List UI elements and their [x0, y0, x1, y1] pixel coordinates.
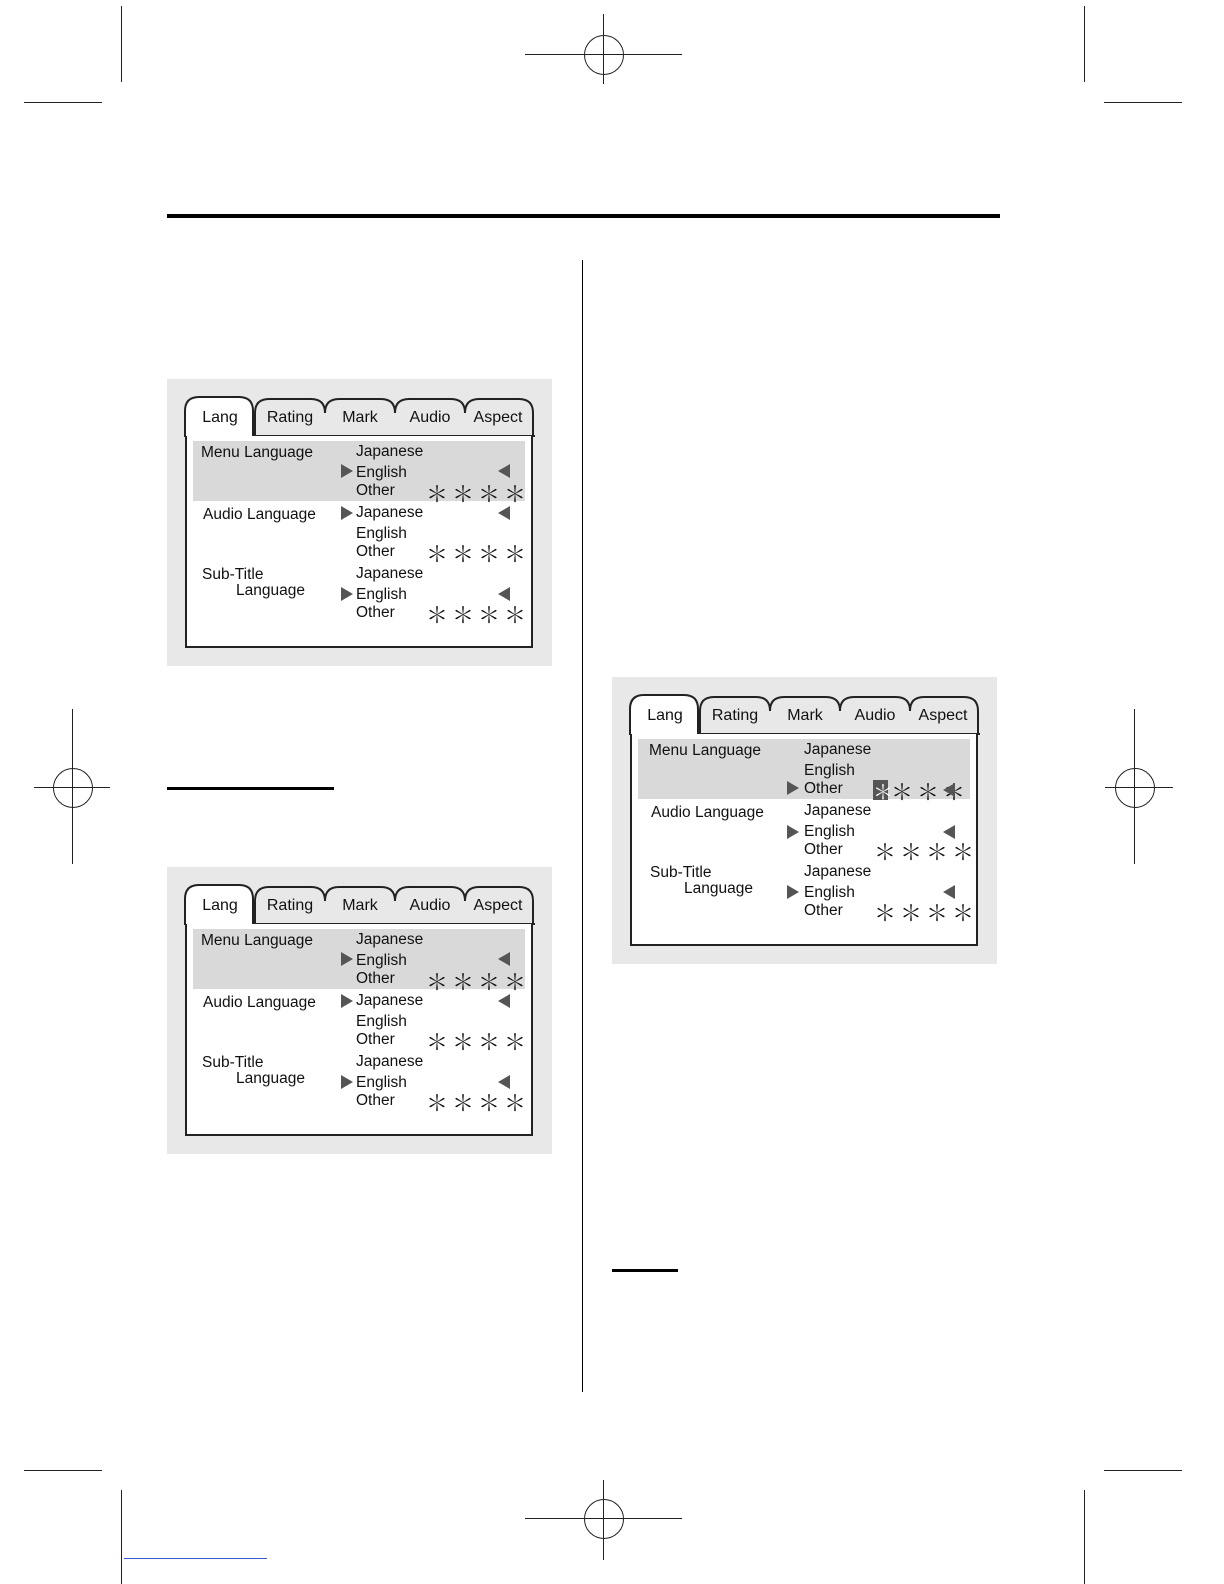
- language-code-placeholder: ＊＊＊＊: [874, 901, 979, 926]
- option-other[interactable]: Other: [804, 902, 843, 919]
- option-japanese[interactable]: Japanese: [804, 863, 872, 880]
- code-entry-cursor[interactable]: ＊: [873, 782, 893, 804]
- audio-language-label: Audio Language: [203, 994, 316, 1011]
- option-english[interactable]: English: [356, 525, 407, 542]
- section-rule: [167, 787, 334, 790]
- selection-arrow-left: [943, 885, 955, 899]
- selection-arrow-right: [787, 825, 799, 839]
- tab-rating[interactable]: Rating: [266, 409, 314, 426]
- menu-language-label: Menu Language: [201, 444, 314, 461]
- selection-arrow-left: [498, 994, 510, 1008]
- language-code-placeholder: ＊＊＊＊: [426, 1091, 531, 1116]
- selection-arrow-right: [341, 464, 353, 478]
- tab-rating[interactable]: Rating: [711, 707, 759, 724]
- selection-arrow-left: [498, 1075, 510, 1089]
- selection-arrow-right: [341, 587, 353, 601]
- selection-arrow-left: [498, 587, 510, 601]
- option-japanese[interactable]: Japanese: [804, 741, 872, 758]
- registration-circle: [584, 1499, 624, 1539]
- selection-arrow-right: [341, 506, 353, 520]
- tab-audio[interactable]: Audio: [409, 409, 451, 426]
- registration-circle: [1115, 768, 1155, 808]
- option-other[interactable]: Other: [356, 543, 395, 560]
- subtitle-language-label: Language: [236, 1070, 305, 1087]
- option-other[interactable]: Other: [356, 1031, 395, 1048]
- selection-arrow-right: [787, 885, 799, 899]
- option-japanese[interactable]: Japanese: [356, 1053, 424, 1070]
- option-other[interactable]: Other: [356, 970, 395, 987]
- selection-arrow-right: [341, 952, 353, 966]
- language-code-placeholder: ＊＊＊＊: [426, 603, 531, 628]
- menu-language-label: Menu Language: [649, 742, 762, 759]
- tab-audio[interactable]: Audio: [854, 707, 896, 724]
- selection-arrow-left: [498, 464, 510, 478]
- selection-arrow-left: [498, 952, 510, 966]
- option-japanese[interactable]: Japanese: [356, 992, 424, 1009]
- language-code-placeholder: ＊＊＊＊: [426, 1030, 531, 1055]
- link-underline: [124, 1558, 267, 1559]
- language-code-placeholder: ＊＊＊＊: [874, 840, 979, 865]
- tab-lang[interactable]: Lang: [202, 897, 238, 914]
- selection-arrow-right: [341, 994, 353, 1008]
- subtitle-language-label: Sub-Title: [202, 566, 264, 583]
- subtitle-language-label: Language: [684, 880, 753, 897]
- dvd-language-menu-figure: [612, 677, 997, 964]
- language-code-placeholder: ＊＊＊: [891, 780, 970, 805]
- language-code-placeholder: ＊＊＊＊: [426, 542, 531, 567]
- option-japanese[interactable]: Japanese: [356, 443, 424, 460]
- tab-audio[interactable]: Audio: [409, 897, 451, 914]
- option-english[interactable]: English: [356, 1013, 407, 1030]
- header-rule: [167, 214, 1000, 218]
- option-japanese[interactable]: Japanese: [804, 802, 872, 819]
- option-japanese[interactable]: Japanese: [356, 565, 424, 582]
- registration-circle: [584, 35, 624, 75]
- subtitle-language-label: Sub-Title: [650, 864, 712, 881]
- tab-lang[interactable]: Lang: [202, 409, 238, 426]
- option-english[interactable]: English: [356, 1074, 407, 1091]
- language-code-placeholder: ＊＊＊＊: [426, 482, 531, 507]
- option-other[interactable]: Other: [356, 482, 395, 499]
- option-japanese[interactable]: Japanese: [356, 931, 424, 948]
- tab-rating[interactable]: Rating: [266, 897, 314, 914]
- tab-aspect[interactable]: Aspect: [473, 409, 523, 426]
- option-english[interactable]: English: [356, 586, 407, 603]
- dvd-language-menu-figure: [167, 867, 552, 1154]
- subtitle-language-label: Sub-Title: [202, 1054, 264, 1071]
- crop-mark: [121, 1490, 122, 1584]
- option-english[interactable]: English: [356, 952, 407, 969]
- crop-mark: [24, 1470, 102, 1471]
- option-english[interactable]: English: [356, 464, 407, 481]
- option-other[interactable]: Other: [804, 780, 843, 797]
- crop-mark: [1104, 1470, 1182, 1471]
- audio-language-label: Audio Language: [203, 506, 316, 523]
- audio-language-label: Audio Language: [651, 804, 764, 821]
- tab-mark[interactable]: Mark: [342, 409, 378, 426]
- tab-mark[interactable]: Mark: [342, 897, 378, 914]
- option-english[interactable]: English: [804, 762, 855, 779]
- section-rule: [612, 1269, 678, 1272]
- selection-arrow-right: [341, 1075, 353, 1089]
- crop-mark: [1104, 102, 1182, 103]
- option-other[interactable]: Other: [804, 841, 843, 858]
- menu-language-label: Menu Language: [201, 932, 314, 949]
- option-japanese[interactable]: Japanese: [356, 504, 424, 521]
- dvd-language-menu-figure: [167, 379, 552, 666]
- tab-mark[interactable]: Mark: [787, 707, 823, 724]
- option-other[interactable]: Other: [356, 1092, 395, 1109]
- option-english[interactable]: English: [804, 884, 855, 901]
- tab-aspect[interactable]: Aspect: [918, 707, 968, 724]
- language-code-placeholder: ＊＊＊＊: [426, 970, 531, 995]
- crop-mark: [1084, 1490, 1085, 1584]
- crop-mark: [24, 102, 102, 103]
- tab-lang[interactable]: Lang: [647, 707, 683, 724]
- selection-arrow-left: [943, 783, 955, 797]
- selection-arrow-left: [943, 825, 955, 839]
- subtitle-language-label: Language: [236, 582, 305, 599]
- registration-circle: [53, 768, 93, 808]
- selection-arrow-left: [498, 506, 510, 520]
- option-other[interactable]: Other: [356, 604, 395, 621]
- option-english[interactable]: English: [804, 823, 855, 840]
- crop-mark: [121, 6, 122, 82]
- column-divider: [582, 260, 583, 1392]
- crop-mark: [1084, 6, 1085, 82]
- selection-arrow-right: [787, 781, 799, 795]
- tab-aspect[interactable]: Aspect: [473, 897, 523, 914]
